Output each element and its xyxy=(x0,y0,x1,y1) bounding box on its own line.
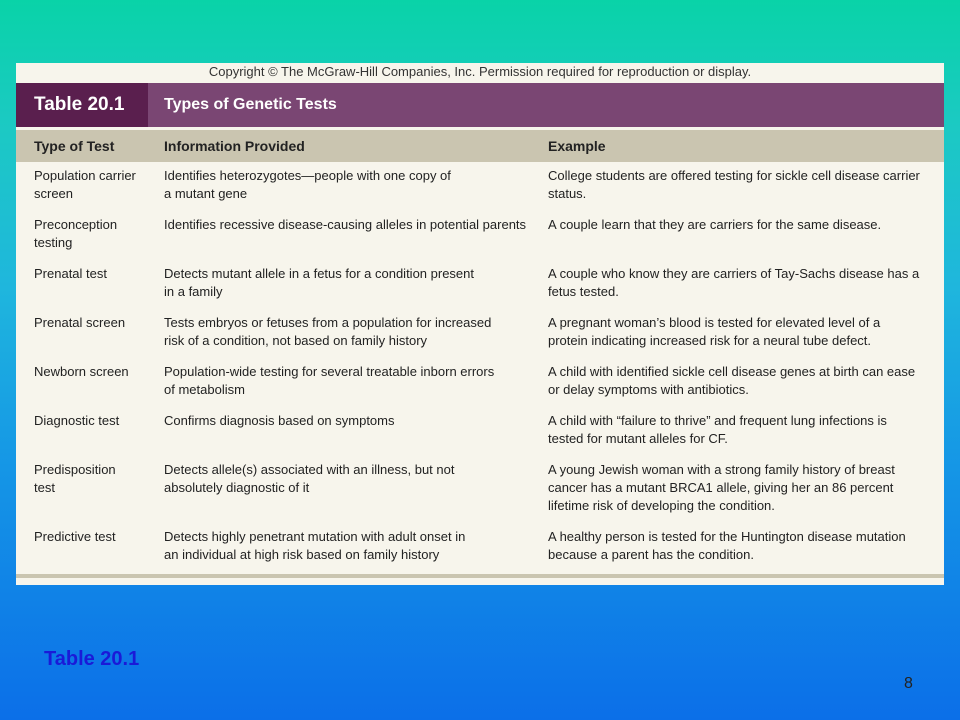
cell-type xyxy=(34,528,159,546)
cell-line: testing xyxy=(34,235,73,250)
cell-line: risk of a condition, not based on family history xyxy=(164,333,428,348)
cell-type xyxy=(34,265,159,283)
cell-line: Prenatal test xyxy=(34,266,107,281)
cell-line: in a family xyxy=(164,284,223,299)
table-title-bar xyxy=(16,83,944,127)
cell-line: A child with “failure to thrive” and frequent lung infections is xyxy=(548,413,887,428)
cell-line: Detects highly penetrant mutation with adult onset in xyxy=(164,529,466,544)
cell-example xyxy=(548,167,938,203)
table-title: Types of Genetic Tests xyxy=(164,96,337,113)
cell-info xyxy=(164,363,539,399)
cell-line: Population-wide testing for several treatable inborn errors xyxy=(164,364,495,379)
cell-line: a mutant gene xyxy=(164,186,248,201)
table-header-row xyxy=(16,130,944,162)
cell-line: or delay symptoms with antibiotics. xyxy=(548,382,749,397)
cell-example xyxy=(548,412,938,448)
copyright-notice: Copyright © The McGraw-Hill Companies, Inc. Permission required for reproduction or display. xyxy=(208,64,752,79)
cell-type xyxy=(34,216,159,252)
cell-info xyxy=(164,167,539,203)
cell-line: A pregnant woman’s blood is tested for elevated level of a xyxy=(548,315,881,330)
table-figure xyxy=(16,63,944,585)
cell-example xyxy=(548,265,938,301)
cell-line: absolutely diagnostic of it xyxy=(164,480,310,495)
cell-line: lifetime risk of developing the condition. xyxy=(548,498,775,513)
cell-info xyxy=(164,314,539,350)
cell-line: Prenatal screen xyxy=(34,315,126,330)
cell-line: Diagnostic test xyxy=(34,413,120,428)
page-number: 8 xyxy=(904,675,913,692)
cell-line: A young Jewish woman with a strong family history of breast xyxy=(548,462,895,477)
cell-line: Predisposition xyxy=(34,462,116,477)
cell-line: because a parent has the condition. xyxy=(548,547,754,562)
cell-example xyxy=(548,363,938,399)
cell-line: an individual at high risk based on family history xyxy=(164,547,440,562)
header-information-provided: Information Provided xyxy=(164,138,305,154)
cell-info xyxy=(164,265,539,301)
cell-line: Preconception xyxy=(34,217,118,232)
table-bottom-rule xyxy=(16,574,944,578)
cell-line: Detects allele(s) associated with an illness, but not xyxy=(164,462,455,477)
cell-info xyxy=(164,412,539,430)
cell-info xyxy=(164,528,539,564)
cell-line: tested for mutant alleles for CF. xyxy=(548,431,728,446)
cell-example xyxy=(548,461,938,515)
cell-example xyxy=(548,314,938,350)
cell-type xyxy=(34,167,159,203)
table-number: Table 20.1 xyxy=(16,83,148,127)
cell-line: A couple learn that they are carriers for the same disease. xyxy=(548,217,882,232)
header-example: Example xyxy=(548,138,606,154)
cell-line: A child with identified sickle cell disease genes at birth can ease xyxy=(548,364,916,379)
cell-line: A healthy person is tested for the Huntington disease mutation xyxy=(548,529,906,544)
header-type-of-test: Type of Test xyxy=(34,138,115,154)
cell-line: Newborn screen xyxy=(34,364,129,379)
cell-example xyxy=(548,528,938,564)
cell-line: status. xyxy=(548,186,587,201)
cell-line: of metabolism xyxy=(164,382,245,397)
slide-caption: Table 20.1 xyxy=(44,648,140,670)
cell-line: Identifies heterozygotes—people with one copy of xyxy=(164,168,451,183)
cell-info xyxy=(164,216,539,234)
cell-line: Confirms diagnosis based on symptoms xyxy=(164,413,395,428)
cell-line: College students are offered testing for sickle cell disease carrier xyxy=(548,168,920,183)
cell-line: Predictive test xyxy=(34,529,116,544)
cell-line: cancer has a mutant BRCA1 allele, giving her an 86 percent xyxy=(548,480,894,495)
cell-line: A couple who know they are carriers of Tay-Sachs disease has a xyxy=(548,266,920,281)
cell-line: Population carrier xyxy=(34,168,136,183)
cell-type xyxy=(34,461,159,497)
cell-info xyxy=(164,461,539,497)
cell-line: test xyxy=(34,480,55,495)
cell-line: screen xyxy=(34,186,74,201)
cell-line: protein indicating increased risk for a neural tube defect. xyxy=(548,333,872,348)
cell-line: Tests embryos or fetuses from a population for increased xyxy=(164,315,492,330)
cell-type xyxy=(34,314,159,332)
cell-line: fetus tested. xyxy=(548,284,619,299)
cell-type xyxy=(34,412,159,430)
cell-line: Detects mutant allele in a fetus for a condition present xyxy=(164,266,475,281)
cell-example xyxy=(548,216,938,234)
cell-line: Identifies recessive disease-causing alleles in potential parents xyxy=(164,217,527,232)
cell-type xyxy=(34,363,159,381)
